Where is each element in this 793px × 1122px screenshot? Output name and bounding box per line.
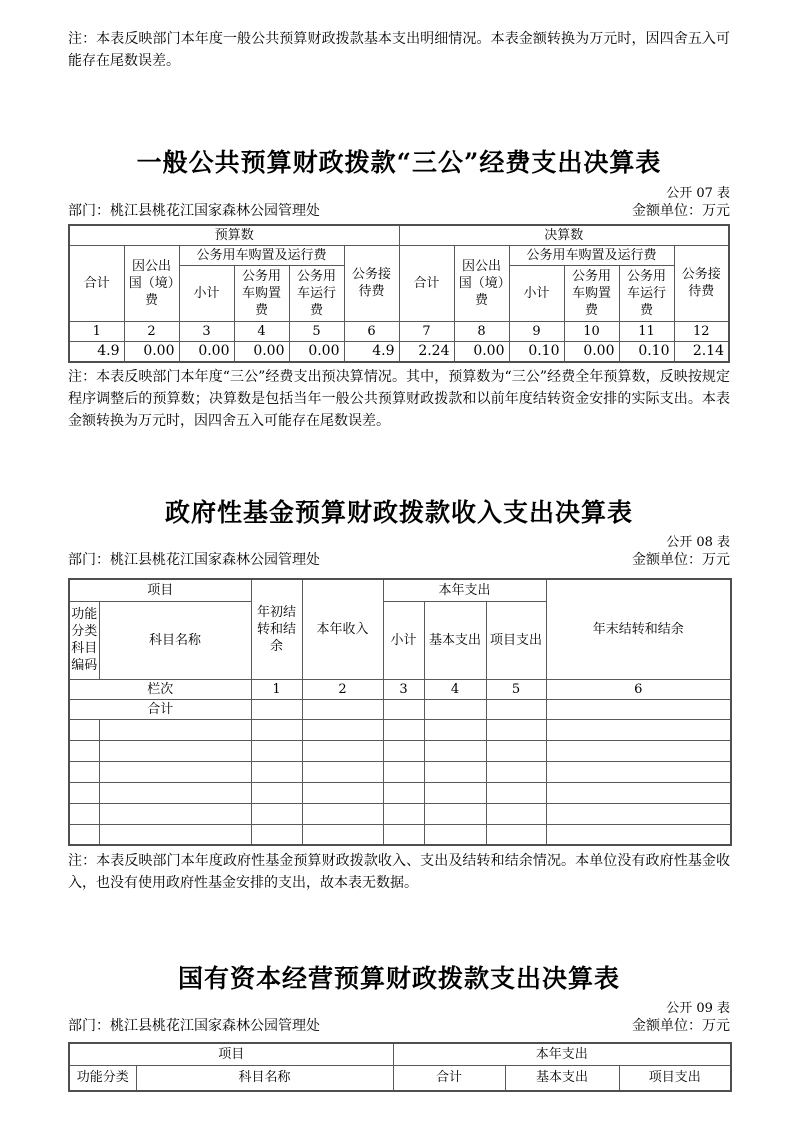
header-func-class: 功能分类 <box>69 1065 136 1091</box>
empty-cell <box>546 761 731 782</box>
value-cell: 0.00 <box>234 341 289 362</box>
col-num: 3 <box>383 679 424 699</box>
col-num: 2 <box>302 679 383 699</box>
empty-cell <box>251 803 302 824</box>
header-budget-abroad: 因公出国（境）费 <box>124 245 179 321</box>
empty-cell <box>383 824 424 845</box>
empty-cell <box>486 824 546 845</box>
empty-cell <box>99 761 251 782</box>
empty-cell <box>69 824 99 845</box>
header-budget-reception: 公务接待费 <box>344 245 399 321</box>
header-final-group: 决算数 <box>399 225 729 245</box>
header-year-expense: 本年支出 <box>383 579 546 601</box>
value-cell: 4.9 <box>69 341 124 362</box>
header-budget-group: 预算数 <box>69 225 399 245</box>
value-cell: 0.10 <box>619 341 674 362</box>
header-basic-expense: 基本支出 <box>424 601 486 679</box>
value-cell: 2.24 <box>399 341 454 362</box>
empty-cell <box>69 740 99 761</box>
empty-cell <box>424 699 486 719</box>
empty-cell <box>546 699 731 719</box>
unit-label: 金额单位：万元 <box>632 552 730 568</box>
col-num: 11 <box>619 321 674 341</box>
header-end-balance: 年末结转和结余 <box>546 579 731 679</box>
empty-cell <box>424 761 486 782</box>
empty-cell <box>69 803 99 824</box>
col-num: 7 <box>399 321 454 341</box>
empty-cell <box>302 761 383 782</box>
department-label: 部门：桃江县桃花江国家森林公园管理处 <box>68 552 320 568</box>
table07-meta-line <box>68 202 730 220</box>
empty-cell <box>99 824 251 845</box>
value-cell: 0.00 <box>289 341 344 362</box>
value-cell: 0.10 <box>509 341 564 362</box>
table09-public-label: 公开 09 表 <box>666 1001 730 1016</box>
header-final-reception: 公务接待费 <box>674 245 729 321</box>
header-final-vehicle-group: 公务用车购置及运行费 <box>509 245 674 265</box>
col-num: 5 <box>486 679 546 699</box>
department-label: 部门：桃江县桃花江国家森林公园管理处 <box>68 1018 320 1034</box>
empty-cell <box>546 719 731 740</box>
empty-cell <box>383 782 424 803</box>
empty-cell <box>383 761 424 782</box>
col-num: 2 <box>124 321 179 341</box>
table07-note: 注：本表反映部门本年度“三公”经费支出预决算情况。其中，预算数为“三公”经费全年预算数，反映按规定程序调整后的预算数；决算数是包括当年一般公共预算财政拨款和以前年度结转资金安排的实际支出。本表金额转换为万元时，因四舍五入可能存在尾数误差。 <box>68 369 730 429</box>
empty-cell <box>302 803 383 824</box>
header-subtotal: 小计 <box>383 601 424 679</box>
empty-cell <box>302 719 383 740</box>
empty-cell <box>424 782 486 803</box>
empty-cell <box>424 740 486 761</box>
empty-cell <box>383 699 424 719</box>
value-cell: 0.00 <box>454 341 509 362</box>
empty-cell <box>251 782 302 803</box>
col-num: 4 <box>424 679 486 699</box>
empty-cell <box>251 719 302 740</box>
empty-cell <box>546 803 731 824</box>
header-subject-name: 科目名称 <box>99 601 251 679</box>
empty-cell <box>383 740 424 761</box>
header-basic-expense: 基本支出 <box>505 1065 619 1091</box>
unit-label: 金额单位：万元 <box>632 1018 730 1034</box>
empty-cell <box>251 824 302 845</box>
empty-cell <box>69 782 99 803</box>
col-num: 6 <box>344 321 399 341</box>
empty-cell <box>99 803 251 824</box>
col-num: 8 <box>454 321 509 341</box>
empty-cell <box>99 719 251 740</box>
empty-row <box>69 740 731 761</box>
empty-row <box>69 824 731 845</box>
empty-cell <box>99 740 251 761</box>
col-num: 1 <box>69 321 124 341</box>
empty-cell <box>486 699 546 719</box>
col-num: 9 <box>509 321 564 341</box>
empty-cell <box>69 761 99 782</box>
header-final-subtotal: 小计 <box>509 265 564 321</box>
header-project-expense: 项目支出 <box>619 1065 731 1091</box>
header-year-income: 本年收入 <box>302 579 383 679</box>
intro-note: 注：本表反映部门本年度一般公共预算财政拨款基本支出明细情况。本表金额转换为万元时，因四舍五入可能存在尾数误差。 <box>68 31 730 69</box>
empty-cell <box>99 782 251 803</box>
empty-cell <box>424 803 486 824</box>
empty-cell <box>69 719 99 740</box>
header-begin-balance: 年初结转和结余 <box>251 579 302 679</box>
total-row-label: 合计 <box>69 699 251 719</box>
col-num: 5 <box>289 321 344 341</box>
header-budget-subtotal: 小计 <box>179 265 234 321</box>
col-num: 1 <box>251 679 302 699</box>
empty-cell <box>546 782 731 803</box>
empty-cell <box>486 761 546 782</box>
unit-label: 金额单位：万元 <box>632 203 730 219</box>
empty-cell <box>302 782 383 803</box>
state-capital-budget-table <box>68 1042 732 1092</box>
lanci-label: 栏次 <box>69 679 251 699</box>
value-cell: 0.00 <box>124 341 179 362</box>
empty-cell <box>546 824 731 845</box>
value-cell: 0.00 <box>564 341 619 362</box>
three-public-expense-table <box>68 224 730 363</box>
header-budget-vehicle-purchase: 公务用车购置费 <box>234 265 289 321</box>
empty-cell <box>251 699 302 719</box>
table09-title: 国有资本经营预算财政拨款支出决算表 <box>177 964 620 993</box>
col-num: 3 <box>179 321 234 341</box>
empty-cell <box>546 740 731 761</box>
header-project: 项目 <box>69 1043 393 1065</box>
value-cell: 0.00 <box>179 341 234 362</box>
value-cell: 4.9 <box>344 341 399 362</box>
empty-cell <box>302 699 383 719</box>
table09-meta-line <box>68 1017 730 1035</box>
empty-cell <box>302 740 383 761</box>
empty-cell <box>486 803 546 824</box>
empty-cell <box>424 824 486 845</box>
col-num: 12 <box>674 321 729 341</box>
empty-cell <box>383 719 424 740</box>
empty-cell <box>486 740 546 761</box>
value-cell: 2.14 <box>674 341 729 362</box>
header-final-abroad: 因公出国（境）费 <box>454 245 509 321</box>
table08-title: 政府性基金预算财政拨款收入支出决算表 <box>164 498 633 527</box>
table08-note: 注：本表反映部门本年度政府性基金预算财政拨款收入、支出及结转和结余情况。本单位没有政府性基金收入，也没有使用政府性基金安排的支出，故本表无数据。 <box>68 853 730 891</box>
empty-cell <box>251 740 302 761</box>
header-func-code: 功能分类科目编码 <box>69 601 99 679</box>
empty-cell <box>424 719 486 740</box>
col-num: 4 <box>234 321 289 341</box>
empty-cell <box>251 761 302 782</box>
header-budget-total: 合计 <box>69 245 124 321</box>
empty-row <box>69 782 731 803</box>
empty-cell <box>383 803 424 824</box>
empty-cell <box>486 719 546 740</box>
empty-cell <box>486 782 546 803</box>
header-project-expense: 项目支出 <box>486 601 546 679</box>
table07-public-label: 公开 07 表 <box>666 186 730 201</box>
header-subject-name: 科目名称 <box>136 1065 393 1091</box>
header-budget-vehicle-operation: 公务用车运行费 <box>289 265 344 321</box>
header-final-vehicle-operation: 公务用车运行费 <box>619 265 674 321</box>
table08-public-label: 公开 08 表 <box>666 535 730 550</box>
header-final-vehicle-purchase: 公务用车购置费 <box>564 265 619 321</box>
gov-fund-budget-table <box>68 578 732 846</box>
header-budget-vehicle-group: 公务用车购置及运行费 <box>179 245 344 265</box>
header-project: 项目 <box>69 579 251 601</box>
department-label: 部门：桃江县桃花江国家森林公园管理处 <box>68 203 320 219</box>
empty-row <box>69 761 731 782</box>
header-year-expense: 本年支出 <box>393 1043 731 1065</box>
empty-row <box>69 803 731 824</box>
table07-title: 一般公共预算财政拨款“三公”经费支出决算表 <box>136 148 662 177</box>
header-total: 合计 <box>393 1065 505 1091</box>
empty-cell <box>302 824 383 845</box>
col-num: 6 <box>546 679 731 699</box>
table08-meta-line <box>68 551 730 569</box>
col-num: 10 <box>564 321 619 341</box>
empty-row <box>69 719 731 740</box>
header-final-total: 合计 <box>399 245 454 321</box>
